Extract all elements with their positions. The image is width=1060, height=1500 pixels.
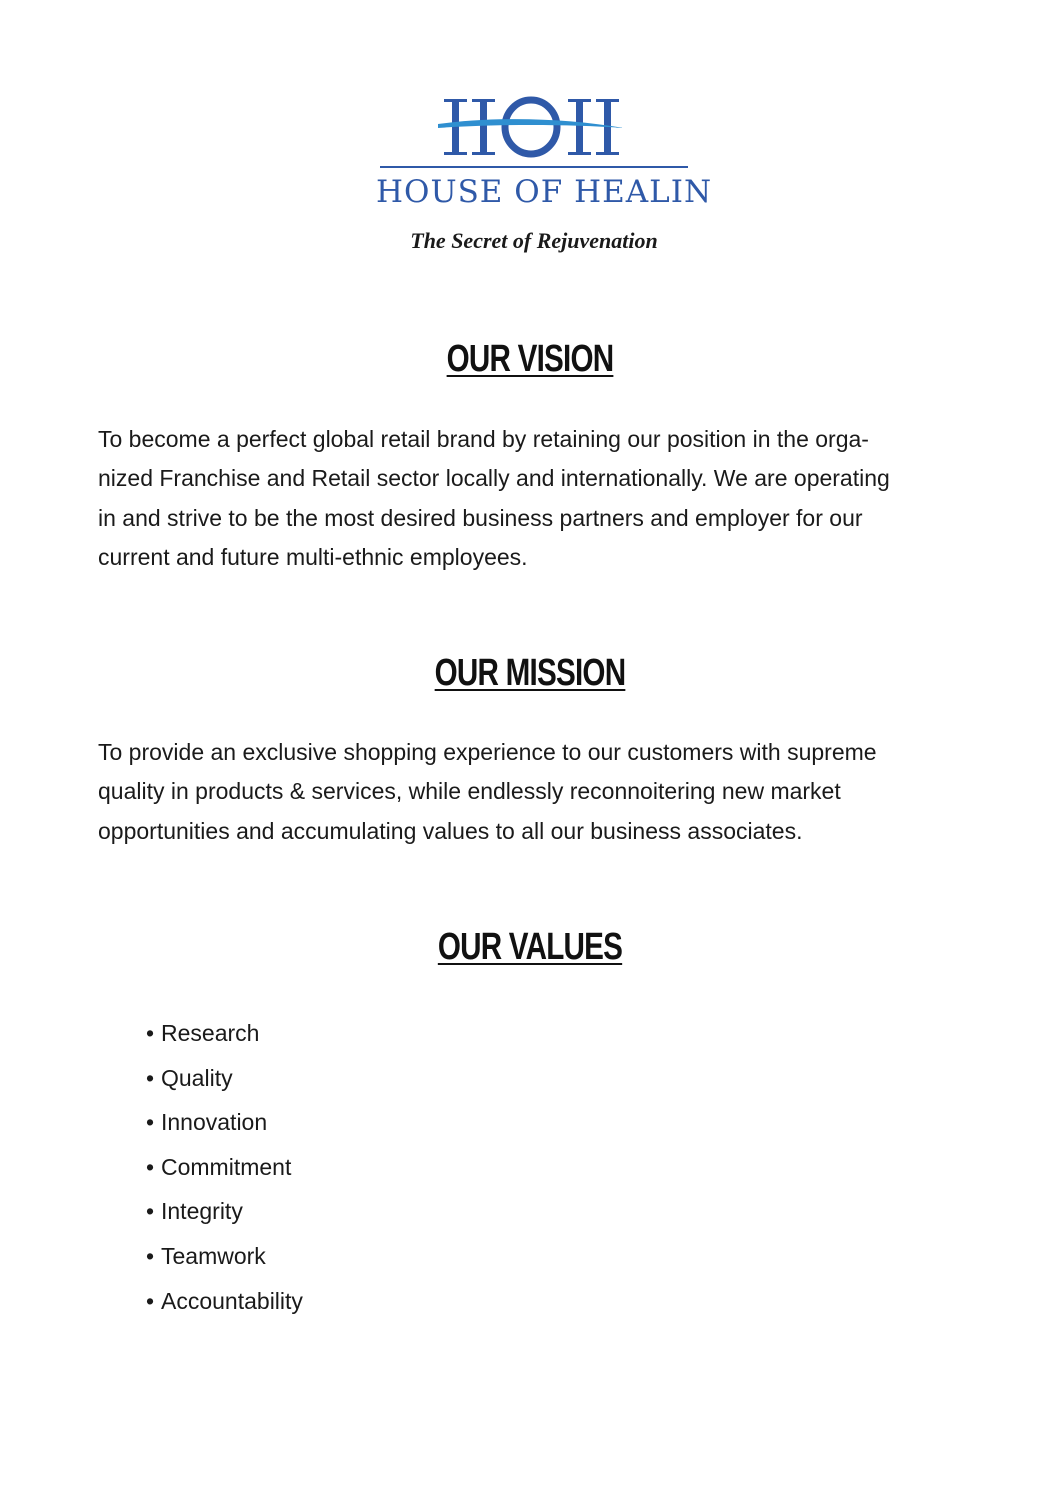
list-item <box>146 1191 303 1236</box>
logo-rule <box>380 166 688 168</box>
vision-line: current and future multi-ethnic employees. <box>98 543 528 570</box>
values-list <box>146 1013 303 1325</box>
mission-line: opportunities and accumulating values to all our business associates. <box>98 817 803 844</box>
bullet: • <box>146 1153 155 1180</box>
vision-paragraph <box>98 420 964 577</box>
value-label: Innovation <box>161 1109 268 1136</box>
vision-line: nized Franchise and Retail sector locally and internationally. We are operating <box>98 465 890 492</box>
brand-tagline: The Secret of Rejuvenation <box>410 228 658 253</box>
mission-line: To provide an exclusive shopping experience to our customers with supreme <box>98 739 877 765</box>
mission-paragraph <box>98 733 964 851</box>
mission-line: quality in products & services, while endlessly reconnoitering new market <box>98 778 841 805</box>
list-item <box>146 1147 303 1192</box>
bullet: • <box>146 1109 155 1136</box>
list-item <box>146 1236 303 1281</box>
values-heading: OUR VALUES <box>437 926 623 968</box>
brand-logo <box>376 94 713 260</box>
bullet: • <box>146 1020 155 1046</box>
bullet: • <box>146 1064 155 1091</box>
value-label: Quality <box>161 1064 233 1091</box>
list-item <box>146 1102 303 1147</box>
value-label: Integrity <box>161 1198 243 1225</box>
list-item <box>146 1281 303 1326</box>
value-label: Research <box>161 1020 260 1046</box>
bullet: • <box>146 1287 155 1314</box>
value-label: Teamwork <box>161 1242 266 1269</box>
vision-line: in and strive to be the most desired business partners and employer for our <box>98 504 863 531</box>
vision-line: To become a perfect global retail brand by retaining our position in the orga- <box>98 426 869 452</box>
mission-heading: OUR MISSION <box>434 652 626 694</box>
hoh-monogram-logo <box>436 94 626 160</box>
bullet: • <box>146 1242 155 1269</box>
list-item <box>146 1058 303 1103</box>
list-item <box>146 1013 303 1058</box>
vision-heading: OUR VISION <box>446 338 614 380</box>
brand-name: HOUSE OF HEALIN <box>376 174 713 210</box>
value-label: Commitment <box>161 1153 292 1180</box>
bullet: • <box>146 1198 155 1225</box>
value-label: Accountability <box>161 1287 303 1314</box>
